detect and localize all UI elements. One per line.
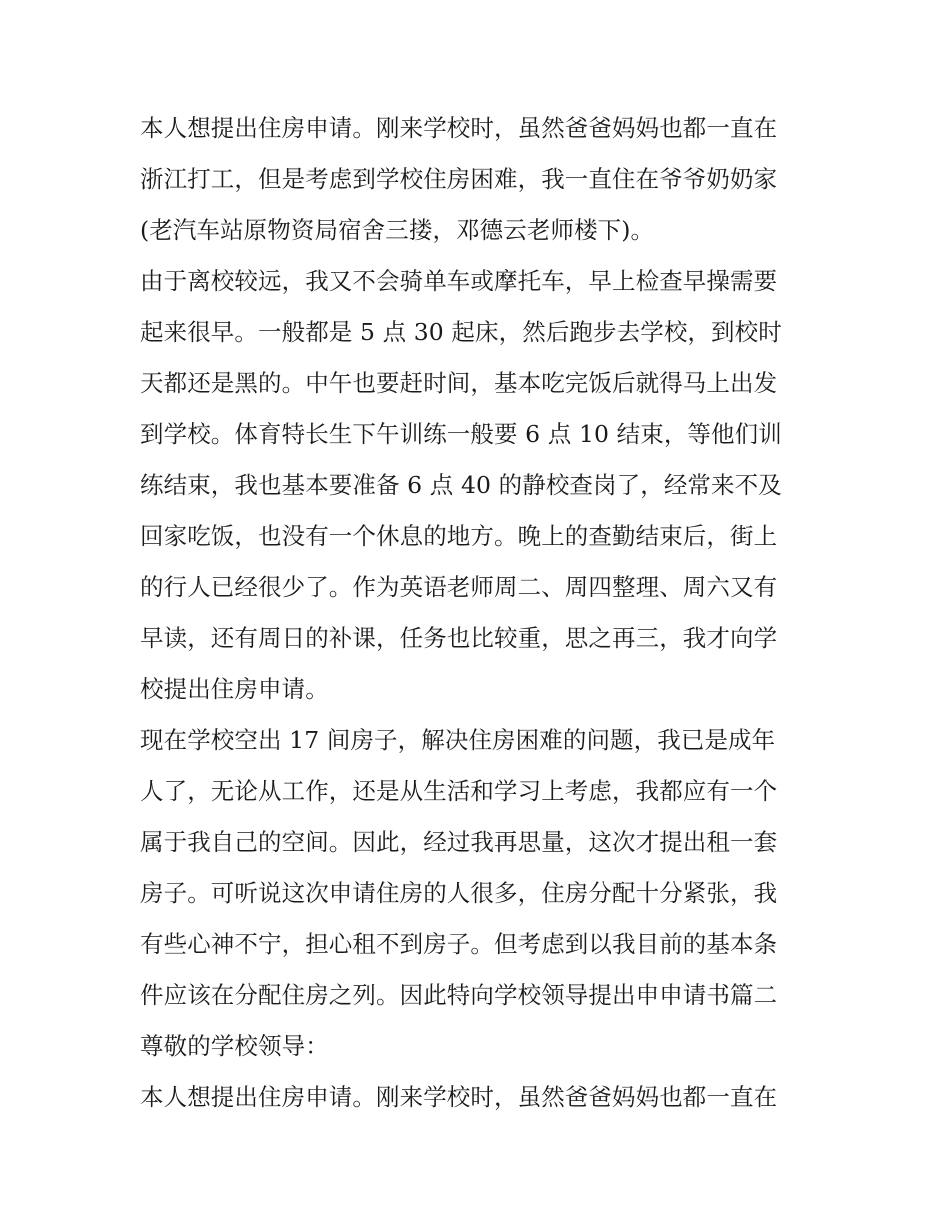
text-line: 本人想提出住房申请。刚来学校时，虽然爸爸妈妈也都一直在 [140,114,778,142]
text-line: 尊敬的学校领导： [140,1032,329,1060]
text-line: 浙江打工，但是考虑到学校住房困难，我一直住在爷爷奶奶家 [140,165,778,193]
text-line: 件应该在分配住房之列。因此特向学校领导提出申申请书篇二 [140,981,778,1009]
document-body [140,103,830,1123]
text-line: (老汽车站原物资局宿舍三搂，邓德云老师楼下)。 [140,216,655,244]
text-line: 现在学校空出 17 间房子，解决住房困难的问题，我已是成年 [140,726,776,754]
text-line: 早读，还有周日的补课，任务也比较重，思之再三，我才向学 [140,624,778,652]
text-line: 有些心神不宁，担心租不到房子。但考虑到以我目前的基本条 [140,930,778,958]
text-line: 人了，无论从工作，还是从生活和学习上考虑，我都应有一个 [140,777,778,805]
text-line: 的行人已经很少了。作为英语老师周二、周四整理、周六又有 [140,573,778,601]
text-line: 属于我自己的空间。因此，经过我再思量，这次才提出租一套 [140,828,778,856]
text-line: 校提出住房申请。 [140,675,329,703]
text-line: 由于离校较远，我又不会骑单车或摩托车，早上检查早操需要 [140,267,778,295]
text-line: 起来很早。一般都是 5 点 30 起床，然后跑步去学校，到校时 [140,318,782,346]
text-line: 到学校。体育特长生下午训练一般要 6 点 10 结束，等他们训 [140,420,782,448]
text-line: 房子。可听说这次申请住房的人很多，住房分配十分紧张，我 [140,879,778,907]
text-line: 练结束，我也基本要准备 6 点 40 的静校查岗了，经常来不及 [140,471,782,499]
text-line: 本人想提出住房申请。刚来学校时，虽然爸爸妈妈也都一直在 [140,1083,778,1111]
text-line: 回家吃饭，也没有一个休息的地方。晚上的查勤结束后，街上 [140,522,778,550]
text-line: 天都还是黑的。中午也要赶时间，基本吃完饭后就得马上出发 [140,369,778,397]
